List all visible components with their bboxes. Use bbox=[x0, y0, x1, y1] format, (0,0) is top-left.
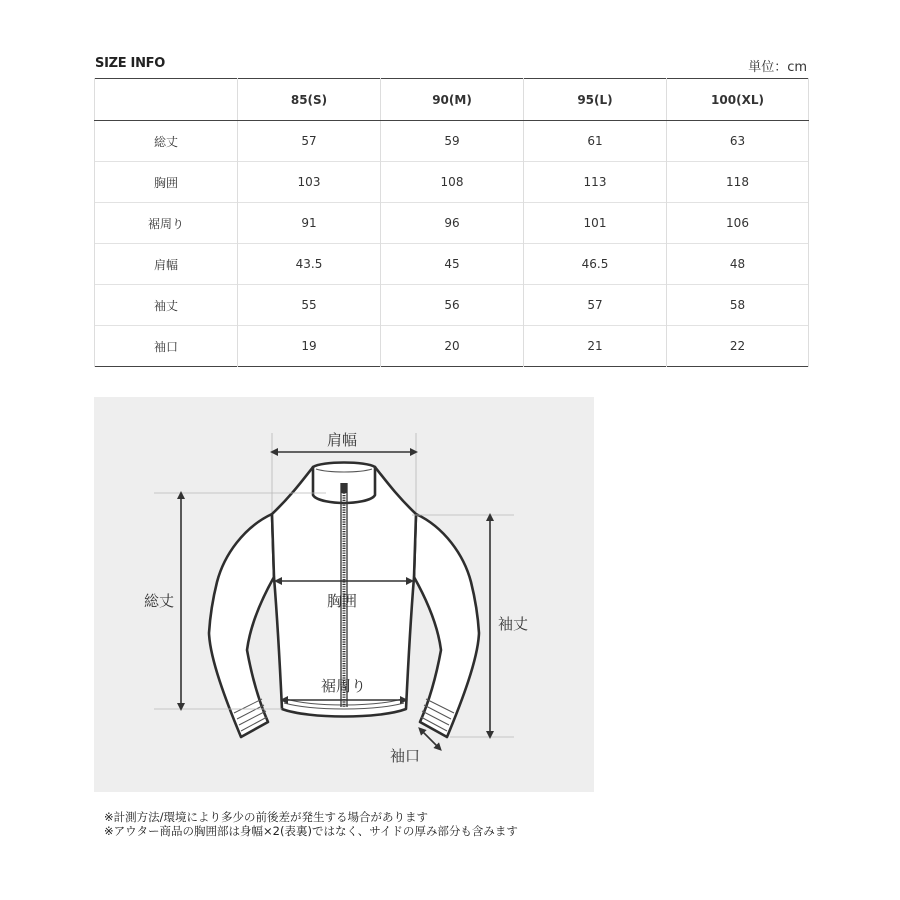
hem-label: 裾周り bbox=[321, 677, 367, 695]
table-cell: 63 bbox=[667, 121, 809, 162]
table-row bbox=[95, 121, 809, 162]
table-cell: 55 bbox=[238, 285, 381, 326]
cuff-arrow bbox=[421, 730, 439, 748]
table-row bbox=[95, 326, 809, 367]
table-cell: 106 bbox=[667, 203, 809, 244]
table-cell: 58 bbox=[667, 285, 809, 326]
table-cell: 21 bbox=[524, 326, 667, 367]
table-cell: 43.5 bbox=[238, 244, 381, 285]
table-cell: 96 bbox=[381, 203, 524, 244]
row-label: 胸囲 bbox=[95, 162, 238, 203]
unit-label: 単位：cm bbox=[748, 60, 807, 75]
table-cell: 20 bbox=[381, 326, 524, 367]
size-table bbox=[94, 78, 809, 367]
table-header-cell bbox=[95, 79, 238, 121]
sleeve-label: 袖丈 bbox=[498, 615, 529, 633]
row-label: 袖丈 bbox=[95, 285, 238, 326]
row-label: 裾周り bbox=[95, 203, 238, 244]
row-label: 肩幅 bbox=[95, 244, 238, 285]
table-cell: 101 bbox=[524, 203, 667, 244]
table-cell: 57 bbox=[238, 121, 381, 162]
table-cell: 22 bbox=[667, 326, 809, 367]
table-cell: 48 bbox=[667, 244, 809, 285]
table-cell: 46.5 bbox=[524, 244, 667, 285]
footnotes bbox=[104, 810, 518, 838]
row-label: 総丈 bbox=[95, 121, 238, 162]
measurement-diagram bbox=[94, 397, 594, 792]
table-cell: 103 bbox=[238, 162, 381, 203]
table-cell: 91 bbox=[238, 203, 381, 244]
table-row bbox=[95, 203, 809, 244]
table-header-cell: 100(XL) bbox=[667, 79, 809, 121]
table-header-cell: 90(M) bbox=[381, 79, 524, 121]
table-cell: 45 bbox=[381, 244, 524, 285]
table-cell: 56 bbox=[381, 285, 524, 326]
cuff-label: 袖口 bbox=[390, 747, 421, 765]
table-cell: 108 bbox=[381, 162, 524, 203]
table-cell: 118 bbox=[667, 162, 809, 203]
table-cell: 113 bbox=[524, 162, 667, 203]
table-row bbox=[95, 244, 809, 285]
shoulder-label: 肩幅 bbox=[327, 431, 358, 449]
table-row bbox=[95, 285, 809, 326]
size-info-header bbox=[95, 56, 807, 76]
footnote: ※アウター商品の胸囲部は身幅×2(表裏)ではなく、サイドの厚み部分も含みます bbox=[104, 824, 518, 838]
chest-label: 胸囲 bbox=[327, 592, 358, 610]
table-cell: 59 bbox=[381, 121, 524, 162]
length-label: 総丈 bbox=[144, 592, 175, 610]
table-header-cell: 85(S) bbox=[238, 79, 381, 121]
table-cell: 19 bbox=[238, 326, 381, 367]
row-label: 袖口 bbox=[95, 326, 238, 367]
footnote: ※計測方法/環境により多少の前後差が発生する場合があります bbox=[104, 810, 429, 824]
table-cell: 57 bbox=[524, 285, 667, 326]
table-header-row bbox=[95, 79, 809, 121]
size-info-title: SIZE INFO bbox=[95, 56, 165, 71]
table-row bbox=[95, 162, 809, 203]
table-header-cell: 95(L) bbox=[524, 79, 667, 121]
table-cell: 61 bbox=[524, 121, 667, 162]
